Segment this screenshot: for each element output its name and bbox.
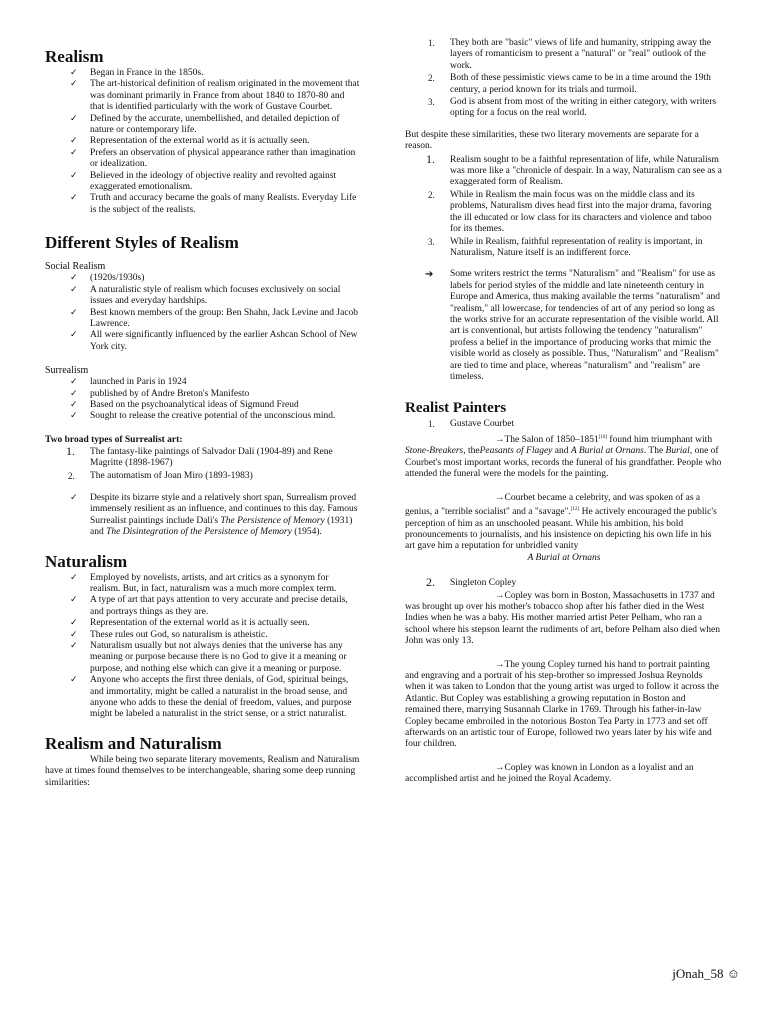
realism-naturalism-intro: While being two separate literary movements, Realism and Naturalism have at times found themselves to be interchangeable, sharing some deep running similarities: xyxy=(45,754,360,788)
realism-heading: Realism xyxy=(45,47,104,66)
copley-title xyxy=(405,575,723,590)
but-despite-paragraph: But despite these similarities, these two literary movements are separate for a reason. xyxy=(405,129,699,152)
surrealism-title: Surrealism xyxy=(45,365,89,377)
realism-list xyxy=(45,68,360,216)
list-item: ✓ The art-historical definition of realism originated in the movement that was dominant primarily in France from about 1840 to 1870-80 and that is identified particularly with the work of Gustave Courbet. xyxy=(90,79,360,113)
list-item: ✓ (1920s/1930s) xyxy=(90,273,360,284)
right-arrow-icon: → xyxy=(495,590,505,601)
list-item: ✓ These rules out God, so naturalism is atheistic. xyxy=(90,630,360,641)
list-item: 3. While in Realism, faithful representation of reality is important, in Naturalism, Nature itself is an indifferent force. xyxy=(428,236,703,258)
right-arrow-icon: → xyxy=(495,659,505,670)
list-item: ✓ published by of Andre Breton's Manifesto xyxy=(90,389,360,400)
naturalism-heading: Naturalism xyxy=(45,551,128,571)
right-arrow-icon: → xyxy=(495,762,505,773)
list-item: ✓ Representation of the external world as it is actually seen. xyxy=(90,136,360,147)
list-item: ✓ Employed by novelists, artists, and art critics as a synonym for realism. But, in fact, naturalism was a much more complex term. xyxy=(90,573,360,596)
copley-paragraph-1: →Copley was born in Boston, Massachusetts in 1737 and was brought up over his mother's tobacco shop after his father died in the West Indies when he was a baby. His mother married artist Peter Pelham, who ran a school where his stepson learnt the rudiments of art, before Pelham also died when John was only 13. xyxy=(405,590,720,647)
surrealism-note xyxy=(45,493,360,539)
list-item: 1. Realism sought to be a faithful representation of life, while Naturalism was more like a "chronicle of despair. In a way, Naturalism can see as a exaggerated form of Realism. xyxy=(426,151,722,188)
two-types-list xyxy=(45,443,360,482)
list-item: 1. The fantasy-like paintings of Salvador Dali (1904-89) and Rene Magritte (1898-1967) xyxy=(66,443,333,469)
courbet-paragraph-1: →The Salon of 1850–1851[10] found him triumphant with Stone-Breakers, thePeasants of Flagey and A Burial at Ornans. The Burial, one of Courbet's most important works, records the funeral of his grandfather. People who attended the funeral were the models for the painting. xyxy=(405,434,722,480)
list-item: 1. Gustave Courbet xyxy=(428,419,515,430)
list-item: ✓ Began in France in the 1850s. xyxy=(90,68,360,79)
styles-heading: Different Styles of Realism xyxy=(45,233,239,253)
right-column xyxy=(405,38,723,786)
list-item: 2. Singleton Copley xyxy=(426,575,517,590)
courbet-paragraph-2: →Courbet became a celebrity, and was spoken of as a genius, a "terrible socialist" and a "savage".[12] He actively encouraged the public's perception of him as an unschooled peasant. While his ambition, his bold pronouncements to journalists, and his insistence on depicting his own life in his art gave him a reputation for unbridled vanity xyxy=(405,492,717,552)
list-item: ✓ Believed in the ideology of objective reality and revolted against exaggerated emotionalism. xyxy=(90,171,360,194)
list-item: 2. The automatism of Joan Miro (1893-1983) xyxy=(68,470,253,481)
list-item: ✓ Representation of the external world as it is actually seen. xyxy=(90,618,360,629)
list-item: ✓ Based on the psychoanalytical ideas of Sigmund Freud xyxy=(90,400,360,411)
list-item: ✓ Best known members of the group: Ben Shahn, Jack Levine and Jacob Lawrence. xyxy=(90,308,360,331)
right-arrow-icon: → xyxy=(495,492,505,503)
list-item: ✓ Naturalism usually but not always denies that the universe has any meaning or purpose because there is no God to give it a meaning or purpose, and nothing else which can give it a meaning or purpose. xyxy=(90,641,360,675)
list-item: ✓ Despite its bizarre style and a relatively short span, Surrealism proved immensely resilient as an influence, and continues to this day. Famous Surrealist paintings include Dali's The Persistence of Memory (1931) and The Disintegration of the Persistence of Memory (1954). xyxy=(90,493,360,539)
signature: jOnah_58 ☺ xyxy=(672,966,740,981)
social-realism-list xyxy=(45,273,360,353)
list-item: 2. While in Realism the main focus was on the middle class and its problems, Naturalism dives head first into the major drama, favoring the ill educated or low class for its characters and violence and taboo for its themes. xyxy=(428,189,712,235)
right-arrow-icon: → xyxy=(495,434,505,445)
surrealism-list xyxy=(45,377,360,423)
left-column xyxy=(45,48,360,789)
some-writers-paragraph: ➔ Some writers restrict the terms "Naturalism" and "Realism" for use as labels for period styles of the middle and late nineteenth century in Europe and America, thus making available the terms "naturalism" and "realism," all lowercase, for tendencies of art of any period so long as the works strive for an accurate representation of the visible world. All art is conventional, but artists following the tendency "naturalism" profess a belief in the importance of producing works that mimic the visible world as closely as possible. Thus, "Naturalism" and "Realism" are tied to time and place, whereas "naturalism" and "realism" are timeless. xyxy=(425,269,720,382)
naturalism-list xyxy=(45,573,360,721)
list-item: ✓ Prefers an observation of physical appearance rather than imagination or idealization. xyxy=(90,148,360,171)
list-item: 3. God is absent from most of the writing in either category, with writers opting for a focus on the real world. xyxy=(428,97,717,119)
copley-paragraph-3: →Copley was known in London as a loyalist and an accomplished artist and he joined the Royal Academy. xyxy=(405,762,694,785)
differences-list xyxy=(405,151,723,260)
realism-naturalism-heading: Realism and Naturalism xyxy=(45,733,222,753)
list-item: ✓ Sought to release the creative potential of the unconscious mind. xyxy=(90,411,360,422)
list-item: 2. Both of these pessimistic views came to be in a time around the 19th century, a period known for its trials and turmoil. xyxy=(428,73,711,95)
courbet-caption: A Burial at Ornans xyxy=(527,552,601,563)
copley-paragraph-2: →The young Copley turned his hand to portrait painting and engraving and a portrait of his step-brother so impressed Joshua Reynolds when it was taken to London that the young artist was urged to follow it across the Atlantic. But Copley was establishing a growing reputation in Boston and remained there, marrying Susannah Clarke in 1769. Through his father-in-law Copley became embroiled in the notorious Boston Tea Party in 1773 and set off afterwards on an artistic tour of Europe, followed two years later by his wife and four children. xyxy=(405,659,719,750)
realist-painters-heading: Realist Painters xyxy=(405,400,507,417)
right-arrow-icon: ➔ xyxy=(425,269,434,281)
list-item: ✓ Truth and accuracy became the goals of many Realists. Everyday Life is the subject of the realists. xyxy=(90,193,360,216)
list-item: ✓ Defined by the accurate, unembellished, and detailed depiction of nature or contemporary life. xyxy=(90,114,360,137)
similarities-list xyxy=(405,38,723,120)
list-item: ✓ Anyone who accepts the first three denials, of God, spiritual beings, and immortality, might be called a naturalist in the broad sense, and anyone who adds to these the denial of freedom, values, and purpose might be labeled a naturalist in the strict sense, or a strict naturalist. xyxy=(90,675,360,721)
list-item: ✓ A naturalistic style of realism which focuses exclusively on social issues and everyday hardships. xyxy=(90,285,360,308)
social-realism-title: Social Realism xyxy=(45,261,106,273)
list-item: ✓ launched in Paris in 1924 xyxy=(90,377,360,388)
list-item: ✓ All were significantly influenced by the earlier Ashcan School of New York city. xyxy=(90,330,360,353)
list-item: ✓ A type of art that pays attention to very accurate and precise details, and portrays things as they are. xyxy=(90,595,360,618)
courbet-title xyxy=(405,419,723,430)
two-types-title: Two broad types of Surrealist art: xyxy=(45,434,183,445)
list-item: 1. They both are "basic" views of life and humanity, stripping away the layers of romanticism to present a "natural" or "real" outlook of the work. xyxy=(428,38,711,71)
